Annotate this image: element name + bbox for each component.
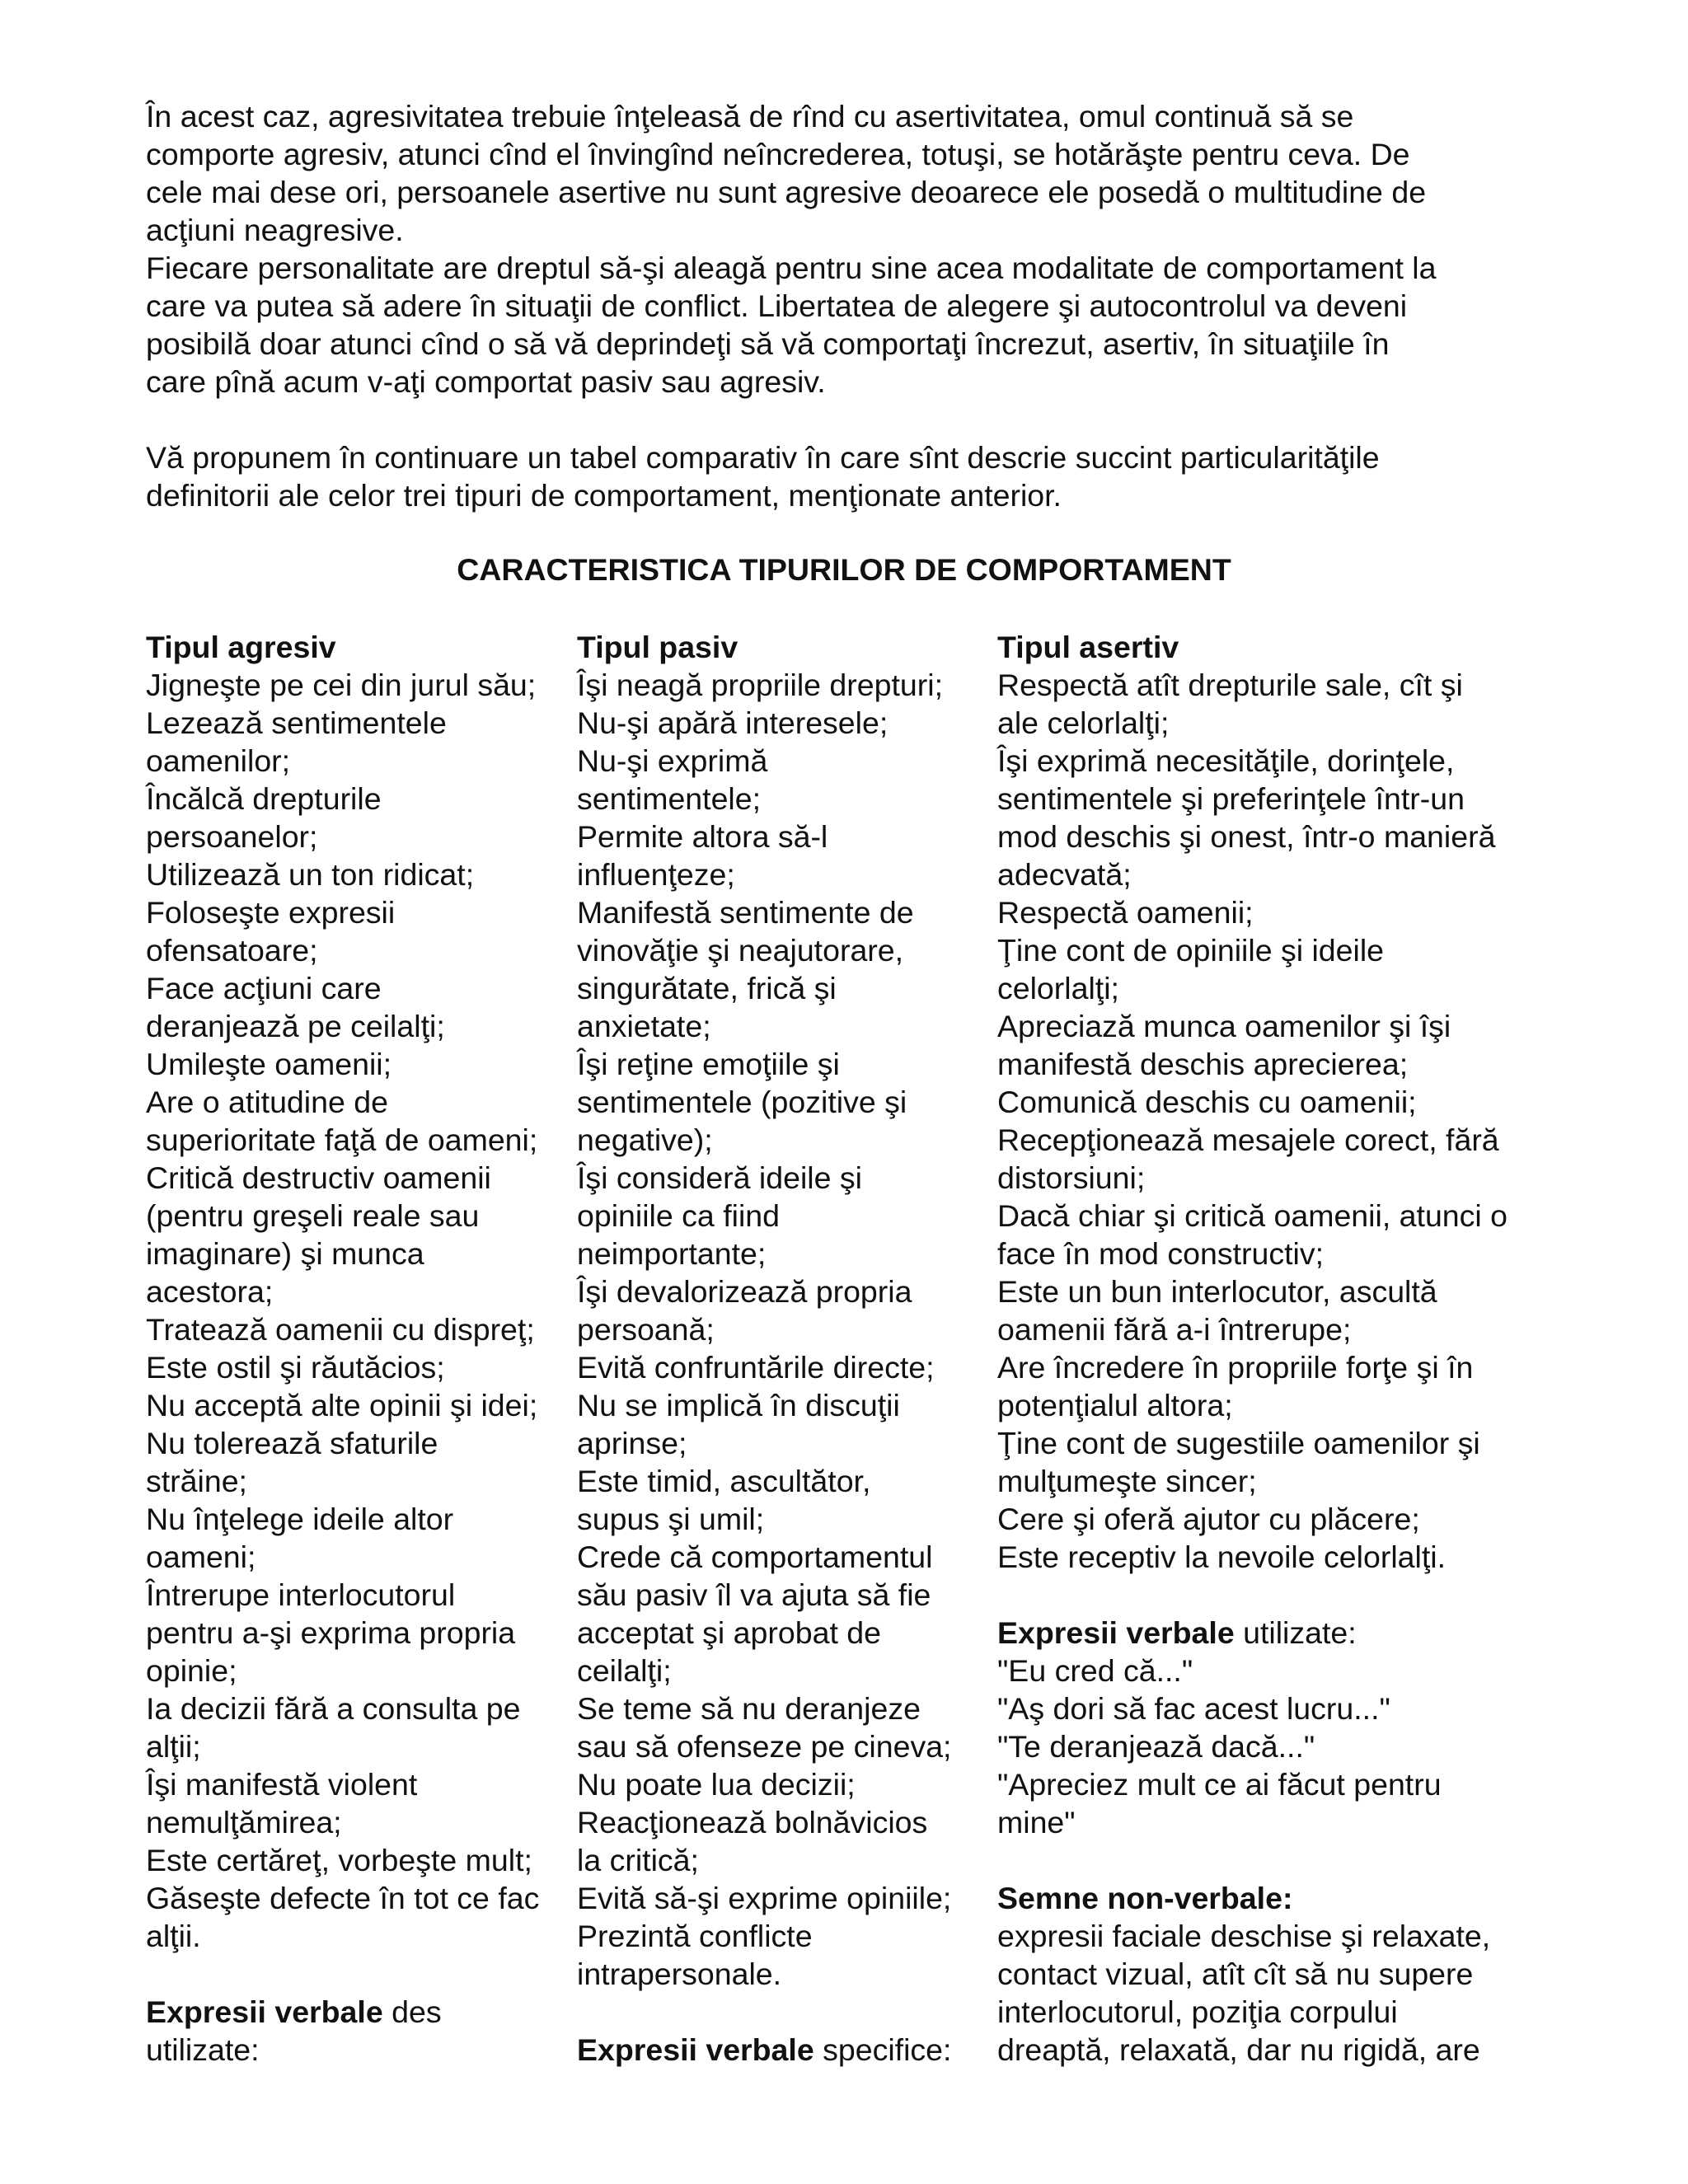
list-item: sentimentele (pozitive şi — [577, 1085, 907, 1119]
list-item: Comunică deschis cu oamenii; — [997, 1085, 1417, 1119]
column-title: Tipul asertiv — [997, 630, 1179, 664]
list-item: acestora; — [146, 1274, 274, 1309]
verbal-expressions-bold: Expresii verbale — [577, 2032, 814, 2067]
list-item: acceptat şi aprobat de — [577, 1615, 881, 1650]
text-line: interlocutorul, poziţia corpului — [997, 1994, 1398, 2029]
list-item: (pentru greşeli reale sau — [146, 1198, 480, 1233]
list-item: Evită să-şi exprime opiniile; — [577, 1881, 952, 1915]
list-item: Este ostil şi răutăcios; — [146, 1350, 445, 1385]
list-item: Nu se implică în discuţii — [577, 1388, 900, 1422]
list-item: alţii; — [146, 1729, 201, 1764]
text-line: definitorii ale celor trei tipuri de comportament, menţionate anterior. — [146, 478, 1062, 513]
list-item: Îşi consideră ideile şi — [577, 1160, 862, 1195]
column-assertive — [997, 628, 1558, 2069]
list-item: Încălcă drepturile — [146, 781, 382, 816]
list-item: aprinse; — [577, 1426, 687, 1460]
list-item: ceilalţi; — [577, 1653, 672, 1688]
intro-text — [146, 97, 1564, 514]
list-item: Nu înţelege ideile altor — [146, 1502, 454, 1536]
list-item: Critică destructiv oamenii — [146, 1160, 491, 1195]
text-line: dreaptă, relaxată, dar nu rigidă, are — [997, 2032, 1480, 2067]
list-item: Îşi manifestă violent — [146, 1767, 418, 1802]
list-item: la critică; — [577, 1843, 699, 1877]
list-item: Respectă atît drepturile sale, cît şi — [997, 668, 1463, 702]
list-item: Permite altora să-l — [577, 819, 828, 854]
list-item: Se teme să nu deranjeze — [577, 1691, 921, 1726]
list-item: Tratează oamenii cu dispreţ; — [146, 1312, 535, 1347]
list-item: Îşi devalorizează propria — [577, 1274, 912, 1309]
list-item: persoană; — [577, 1312, 715, 1347]
trait-list — [577, 666, 993, 1993]
quote-item: "Eu cred că..." — [997, 1653, 1193, 1688]
text-line: posibilă doar atunci cînd o să vă deprindeţi să vă comportaţi încrezut, asertiv, în situaţiile în — [146, 326, 1390, 361]
list-item: neimportante; — [577, 1236, 767, 1271]
list-item: supus şi umil; — [577, 1502, 765, 1536]
list-item: distorsiuni; — [997, 1160, 1146, 1195]
verbal-expressions-label-line2: utilizate: — [146, 2032, 260, 2067]
list-item: face în mod constructiv; — [997, 1236, 1325, 1271]
intro-paragraph-1 — [146, 97, 1564, 249]
list-item: mulţumeşte sincer; — [997, 1464, 1257, 1498]
list-item: Utilizează un ton ridicat; — [146, 857, 475, 892]
list-item: vinovăţie şi neajutorare, — [577, 933, 904, 968]
column-title: Tipul agresiv — [146, 630, 336, 664]
list-item: anxietate; — [577, 1009, 711, 1043]
column-passive — [577, 628, 993, 2069]
text-line: care va putea să adere în situaţii de conflict. Libertatea de alegere şi autocontrolul va deveni — [146, 288, 1408, 323]
verbal-expressions-label — [146, 1993, 574, 2031]
list-item: Nu acceptă alte opinii şi idei; — [146, 1388, 538, 1422]
text-line: Vă propunem în continuare un tabel comparativ în care sînt descrie succint particularităţile — [146, 440, 1380, 475]
text-line: expresii faciale deschise şi relaxate, — [997, 1919, 1491, 1953]
list-item: deranjează pe ceilalţi; — [146, 1009, 445, 1043]
list-item: Are încredere în propriile forţe şi în — [997, 1350, 1474, 1385]
list-item: celorlalţi; — [997, 971, 1119, 1005]
quote-item: "Aş dori să fac acest lucru..." — [997, 1691, 1390, 1726]
intro-paragraph-3 — [146, 438, 1564, 514]
list-item: negative); — [577, 1122, 713, 1157]
list-item: sau să ofenseze pe cineva; — [577, 1729, 952, 1764]
list-item: Recepţionează mesajele corect, fără — [997, 1122, 1499, 1157]
quote-item: mine" — [997, 1805, 1076, 1840]
list-item: nemulţămirea; — [146, 1805, 342, 1840]
list-item: mod deschis şi onest, într-o manieră — [997, 819, 1496, 854]
list-item: Manifestă sentimente de — [577, 895, 914, 930]
list-item: Jigneşte pe cei din jurul său; — [146, 668, 537, 702]
list-item: influenţeze; — [577, 857, 735, 892]
list-item: Cere şi oferă ajutor cu plăcere; — [997, 1502, 1420, 1536]
list-item: Evită confruntările directe; — [577, 1350, 935, 1385]
list-item: Nu poate lua decizii; — [577, 1767, 856, 1802]
list-item: Umileşte oamenii; — [146, 1047, 392, 1081]
list-item: persoanelor; — [146, 819, 318, 854]
column-aggressive — [146, 628, 574, 2069]
list-item: Ia decizii fără a consulta pe — [146, 1691, 521, 1726]
verbal-expressions-bold: Expresii verbale — [997, 1615, 1235, 1650]
quote-item: "Te deranjează dacă..." — [997, 1729, 1315, 1764]
list-item: Nu-şi apără interesele; — [577, 705, 889, 740]
verbal-expressions-rest: specifice: — [814, 2032, 952, 2067]
list-item: manifestă deschis aprecierea; — [997, 1047, 1409, 1081]
text-line: comporte agresiv, atunci cînd el învingînd neîncrederea, totuşi, se hotărăşte pentru ceva. De — [146, 137, 1410, 171]
text-line: Fiecare personalitate are dreptul să-şi aleagă pentru sine acea modalitate de comportament la — [146, 251, 1437, 285]
text-line: contact vizual, atît cît să nu supere — [997, 1957, 1474, 1991]
list-item: străine; — [146, 1464, 247, 1498]
list-item: singurătate, frică şi — [577, 971, 837, 1005]
verbal-expressions-bold: Expresii verbale — [146, 1994, 383, 2029]
list-item: Nu tolerează sfaturile — [146, 1426, 438, 1460]
list-item: Crede că comportamentul — [577, 1540, 933, 1574]
verbal-expressions-label — [577, 2031, 993, 2069]
verbal-expressions-rest: des — [382, 1994, 442, 2029]
trait-list — [997, 666, 1558, 1576]
list-item: Întrerupe interlocutorul — [146, 1577, 456, 1612]
list-item: Prezintă conflicte — [577, 1919, 813, 1953]
list-item: imaginare) şi munca — [146, 1236, 424, 1271]
list-item: său pasiv îl va ajuta să fie — [577, 1577, 931, 1612]
column-title: Tipul pasiv — [577, 630, 738, 664]
list-item: ale celorlalţi; — [997, 705, 1170, 740]
list-item: oamenilor; — [146, 743, 291, 778]
nonverbal-title: Semne non-verbale: — [997, 1881, 1293, 1915]
list-item: Găseşte defecte în tot ce fac — [146, 1881, 540, 1915]
text-line: cele mai dese ori, persoanele asertive nu sunt agresive deoarece ele posedă o multitudine de — [146, 175, 1427, 209]
list-item: Este timid, ascultător, — [577, 1464, 871, 1498]
list-item: Este certăreţ, vorbeşte mult; — [146, 1843, 532, 1877]
verbal-expressions-rest: utilizate: — [1234, 1615, 1357, 1650]
list-item: Respectă oamenii; — [997, 895, 1254, 930]
text-line: care pînă acum v-aţi comportat pasiv sau agresiv. — [146, 364, 826, 399]
verbal-expressions-label — [997, 1614, 1558, 1652]
list-item: opinie; — [146, 1653, 237, 1688]
list-item: sentimentele şi preferinţele într-un — [997, 781, 1465, 816]
list-item: Este un bun interlocutor, ascultă — [997, 1274, 1437, 1309]
list-item: Ţine cont de sugestiile oamenilor şi — [997, 1426, 1480, 1460]
list-item: Reacţionează bolnăvicios — [577, 1805, 928, 1840]
list-item: Dacă chiar şi critică oamenii, atunci o — [997, 1198, 1508, 1233]
list-item: potenţialul altora; — [997, 1388, 1233, 1422]
text-line: acţiuni neagresive. — [146, 213, 404, 247]
list-item: oamenii fără a-i întrerupe; — [997, 1312, 1352, 1347]
list-item: adecvată; — [997, 857, 1132, 892]
list-item: opiniile ca fiind — [577, 1198, 780, 1233]
nonverbal-text — [997, 1917, 1558, 2069]
list-item: Îşi neagă propriile drepturi; — [577, 668, 943, 702]
list-item: Îşi reţine emoţiile şi — [577, 1047, 840, 1081]
list-item: Lezează sentimentele — [146, 705, 447, 740]
list-item: intrapersonale. — [577, 1957, 782, 1991]
list-item: Nu-şi exprimă — [577, 743, 768, 778]
list-item: Foloseşte expresii — [146, 895, 396, 930]
list-item: Îşi exprimă necesităţile, dorinţele, — [997, 743, 1455, 778]
list-item: Are o atitudine de — [146, 1085, 388, 1119]
list-item: alţii. — [146, 1919, 201, 1953]
list-item: Este receptiv la nevoile celorlalţi. — [997, 1540, 1447, 1574]
list-item: ofensatoare; — [146, 933, 318, 968]
verbal-expressions-list — [997, 1652, 1558, 1841]
trait-list — [146, 666, 574, 1955]
list-item: sentimentele; — [577, 781, 762, 816]
list-item: Ţine cont de opiniile şi ideile — [997, 933, 1385, 968]
text-line: În acest caz, agresivitatea trebuie înţeleasă de rînd cu asertivitatea, omul continuă să se — [146, 99, 1354, 134]
list-item: pentru a-şi exprima propria — [146, 1615, 516, 1650]
intro-paragraph-2 — [146, 249, 1564, 401]
section-heading: CARACTERISTICA TIPURILOR DE COMPORTAMENT — [457, 552, 1231, 587]
list-item: superioritate faţă de oameni; — [146, 1122, 538, 1157]
list-item: Apreciază munca oamenilor şi îşi — [997, 1009, 1451, 1043]
list-item: Face acţiuni care — [146, 971, 382, 1005]
list-item: oameni; — [146, 1540, 256, 1574]
quote-item: "Apreciez mult ce ai făcut pentru — [997, 1767, 1442, 1802]
